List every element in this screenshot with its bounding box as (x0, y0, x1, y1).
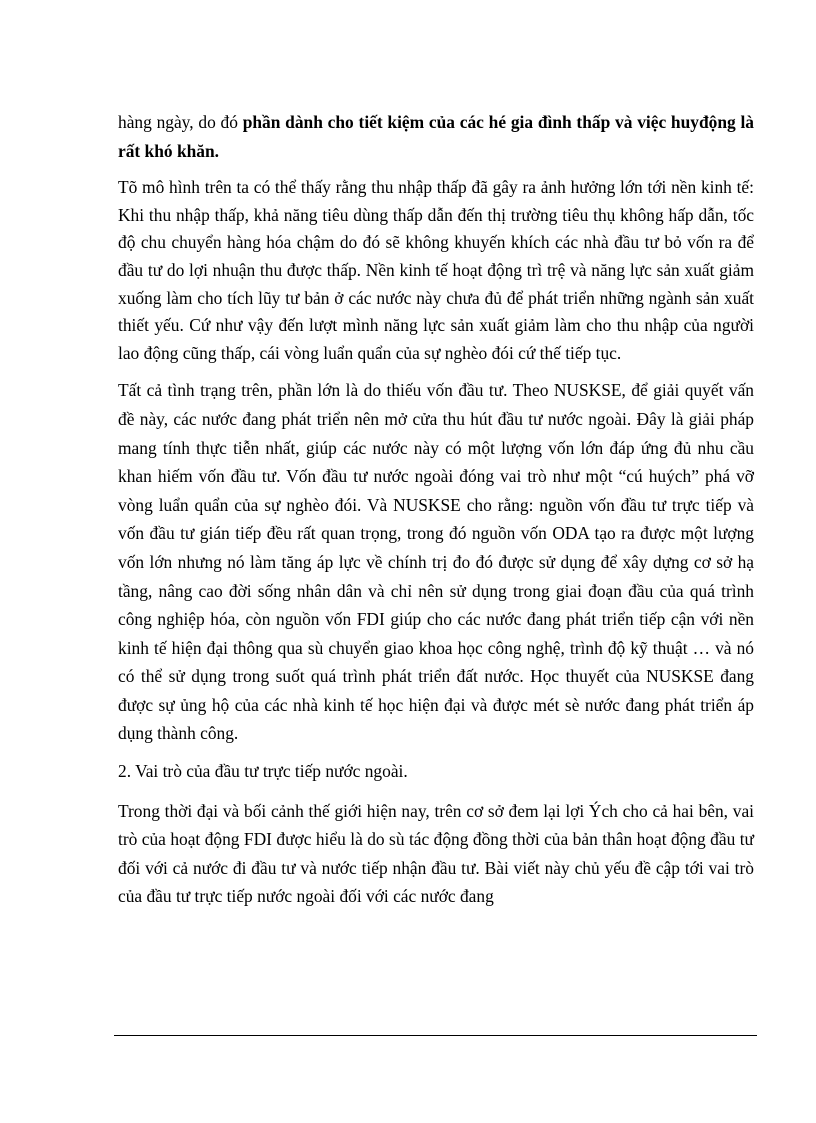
paragraph-savings-bold: phần dành cho tiết kiệm của các hé gia đình thấp và việc huyđộng là rất khó khăn. (118, 112, 755, 161)
footer-divider (114, 1035, 757, 1036)
section-heading-fdi-role: 2. Vai trò của đầu tư trực tiếp nước ngoài. (118, 761, 408, 782)
paragraph-savings (118, 108, 754, 165)
paragraph-savings-prefix: hàng ngày, do đó (118, 112, 243, 132)
paragraph-low-income: Tõ mô hình trên ta có thể thấy rằng thu nhập thấp đã gây ra ảnh hưởng lớn tới nền kinh tế: Khi thu nhập thấp, khả năng tiêu dùng thấp dẫn đến thị trường tiêu thụ không hấp dẫn, tốc độ chu chuyển hàng hóa chậm do đó sẽ không khuyến khích các nhà đầu tư bỏ vốn ra để đầu tư do lợi nhuận thu được thấp. Nền kinh tế hoạt động trì trệ và năng lực sản xuất giảm xuống làm cho tích lũy tư bản ở các nước này chưa đủ để phát triển những ngành sản xuất thiết yếu. Cứ như vậy đến lượt mình năng lực sản xuất giảm làm cho thu nhập của người lao động cũng thấp, cái vòng luẩn quẩn của sự nghèo đói cứ thế tiếp tục. (118, 177, 754, 363)
paragraph-fdi-role: Trong thời đại và bối cảnh thế giới hiện nay, trên cơ sở đem lại lợi Ých cho cả hai bên, vai trò của hoạt động FDI được hiểu là do sù tác động đồng thời của bản thân hoạt động đầu tư đối với cả nước đi đầu tư và nước tiếp nhận đầu tư. Bài viết này chủ yếu đề cập tới vai trò của đầu tư trực tiếp nước ngoài đối với các nước đang (118, 800, 754, 907)
document-page (118, 108, 754, 920)
paragraph-nuskse: Tất cả tình trạng trên, phần lớn là do thiếu vốn đầu tư. Theo NUSKSE, để giải quyết vấn đề này, các nước đang phát triển nên mở cửa thu hút đầu tư nước ngoài. Đây là giải pháp mang tính thực tiễn nhất, giúp các nước này có một lượng vốn lớn đáp ứng đủ nhu cầu khan hiếm vốn đầu tư. Vốn đầu tư nước ngoài đóng vai trò như một “cú huých” phá vỡ vòng luẩn quẩn của sự nghèo đói. Và NUSKSE cho rằng: nguồn vốn đầu tư trực tiếp và vốn đầu tư gián tiếp đều rất quan trọng, trong đó nguồn vốn ODA tạo ra được một lượng vốn lớn nhưng nó làm tăng áp lực về chính trị đo đó được sử dụng để xây dựng cơ sở hạ tầng, nâng cao đời sống nhân dân và chỉ nên sử dụng trong giai đoạn đầu của quá trình công nghiệp hóa, còn nguồn vốn FDI giúp cho các nước đang phát triển tiếp cận với nền kinh tế hiện đại thông qua sù chuyển giao khoa học công nghệ, trình độ kỹ thuật … và nó có thể sử dụng trong suốt quá trình phát triển đất nước. Học thuyết của NUSKSE đang được sự ủng hộ của các nhà kinh tế học hiện đại và được mét sè nước đang phát triển áp dụng thành công. (118, 380, 754, 744)
